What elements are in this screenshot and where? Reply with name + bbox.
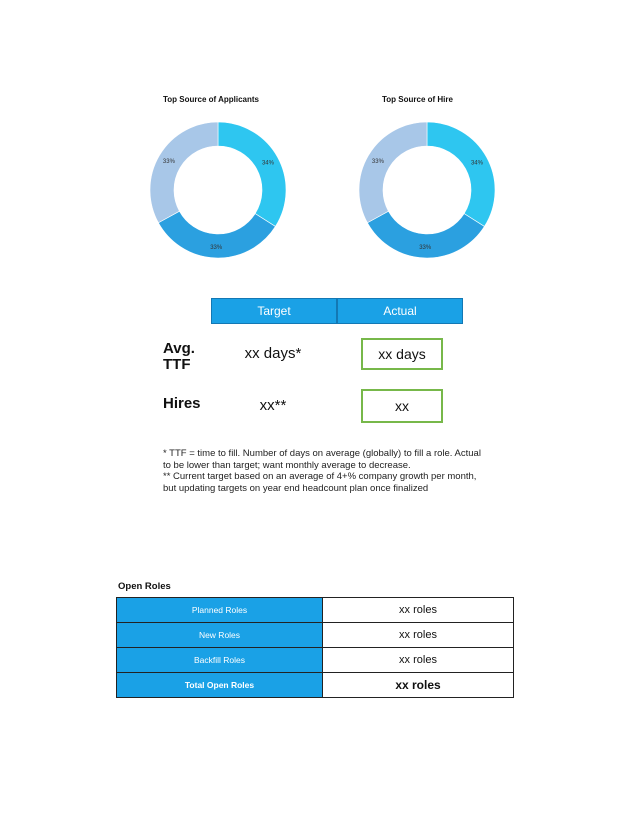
hires-target-value: xx** <box>259 397 287 414</box>
table-row <box>117 623 514 648</box>
ttf-label <box>163 341 195 373</box>
ttf-actual-value: xx days <box>361 338 443 370</box>
planned-roles-value: xx roles <box>323 598 514 623</box>
hire-slice-label-0: 34% <box>470 160 483 167</box>
hire-slice-0 <box>427 122 495 226</box>
ttf-label-line1: Avg. <box>163 340 195 357</box>
total-open-roles-label: Total Open Roles <box>117 673 323 698</box>
hire-chart-title: Top Source of Hire <box>382 95 453 104</box>
open-roles-table <box>116 597 514 698</box>
applicants-slice-label-0: 34% <box>261 160 274 167</box>
hires-label: Hires <box>163 395 201 412</box>
new-roles-value: xx roles <box>323 623 514 648</box>
ttf-label-line2: TTF <box>163 356 191 373</box>
applicants-slice-2 <box>150 122 218 223</box>
open-roles-title: Open Roles <box>118 581 171 592</box>
target-header: Target <box>211 298 337 324</box>
hires-actual-value: xx <box>361 389 443 423</box>
hire-slice-label-1: 33% <box>419 244 432 251</box>
table-row <box>117 673 514 698</box>
hire-slice-2 <box>359 122 427 223</box>
applicants-chart-title: Top Source of Applicants <box>163 95 260 104</box>
footnotes <box>163 448 483 494</box>
applicants-slice-label-2: 33% <box>162 158 175 165</box>
backfill-roles-label: Backfill Roles <box>117 648 323 673</box>
hire-slice-label-2: 33% <box>371 158 384 165</box>
planned-roles-label: Planned Roles <box>117 598 323 623</box>
backfill-roles-value: xx roles <box>323 648 514 673</box>
applicants-donut-chart <box>148 120 288 260</box>
footnote-ttf: * TTF = time to fill. Number of days on average (globally) to fill a role. Actual to be lower than target; want monthly average to decrease. <box>163 448 481 471</box>
applicants-slice-0 <box>218 122 286 226</box>
ttf-target-value: xx days* <box>244 345 302 362</box>
footnote-target: ** Current target based on an average of 4+% company growth per month, but updating targets on year end headcount plan once finalized <box>163 471 477 494</box>
actual-header: Actual <box>337 298 463 324</box>
table-row <box>117 598 514 623</box>
total-open-roles-value: xx roles <box>323 673 514 698</box>
applicants-slice-label-1: 33% <box>210 244 223 251</box>
table-row <box>117 648 514 673</box>
hire-donut-chart <box>357 120 497 260</box>
new-roles-label: New Roles <box>117 623 323 648</box>
